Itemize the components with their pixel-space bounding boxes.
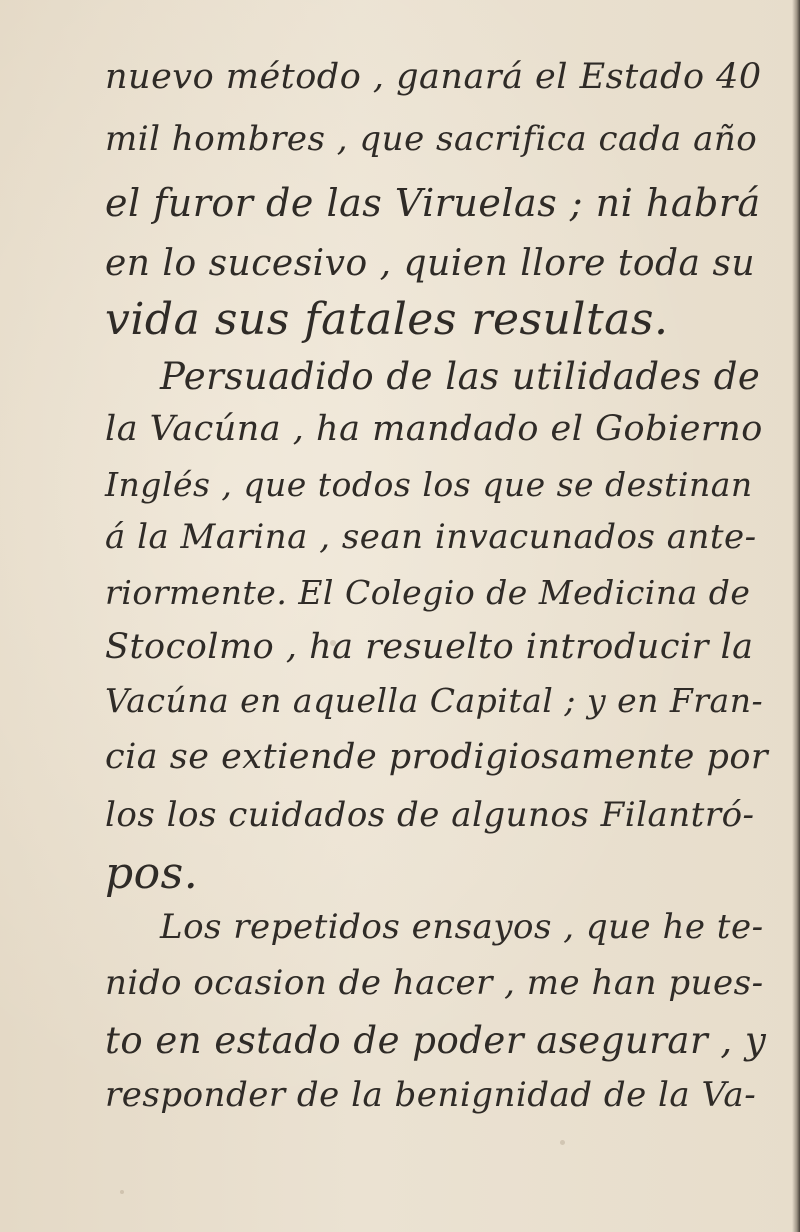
text-line-14: los los cuidados de algunos Filantró- <box>105 795 755 835</box>
text-line-19: responder de la benignidad de la Va- <box>105 1075 757 1115</box>
text-line-3: el furor de las Viruelas ; ni habrá <box>105 181 761 225</box>
text-line-18: to en estado de poder asegurar , y <box>105 1019 767 1062</box>
text-line-5: vida sus fatales resultas. <box>105 294 669 345</box>
text-line-10: riormente. El Colegio de Medicina de <box>105 573 751 612</box>
paper-speck <box>120 1190 124 1194</box>
text-line-16: Los repetidos ensayos , que he te- <box>160 907 764 947</box>
text-line-11: Stocolmo , ha resuelto introducir la <box>105 627 754 667</box>
paper-speck <box>560 1140 565 1145</box>
text-line-15: pos. <box>105 848 199 899</box>
text-line-8: Inglés , que todos los que se destinan <box>105 465 753 504</box>
text-line-2: mil hombres , que sacrifica cada año <box>105 119 758 159</box>
text-line-17: nido ocasion de hacer , me han pues- <box>105 963 764 1003</box>
text-line-4: en lo sucesivo , quien llore toda su <box>105 243 756 284</box>
text-line-13: cia se extiende prodigiosamente por <box>105 737 769 777</box>
text-line-6: Persuadido de las utilidades de <box>160 355 761 398</box>
text-line-12: Vacúna en aquella Capital ; y en Fran- <box>105 681 764 720</box>
page-edge-shadow <box>792 0 800 1232</box>
text-line-7: la Vacúna , ha mandado el Gobierno <box>105 409 763 449</box>
text-line-9: á la Marina , sean invacunados ante- <box>105 517 757 557</box>
text-line-1: nuevo método , ganará el Estado 40 <box>105 57 762 97</box>
